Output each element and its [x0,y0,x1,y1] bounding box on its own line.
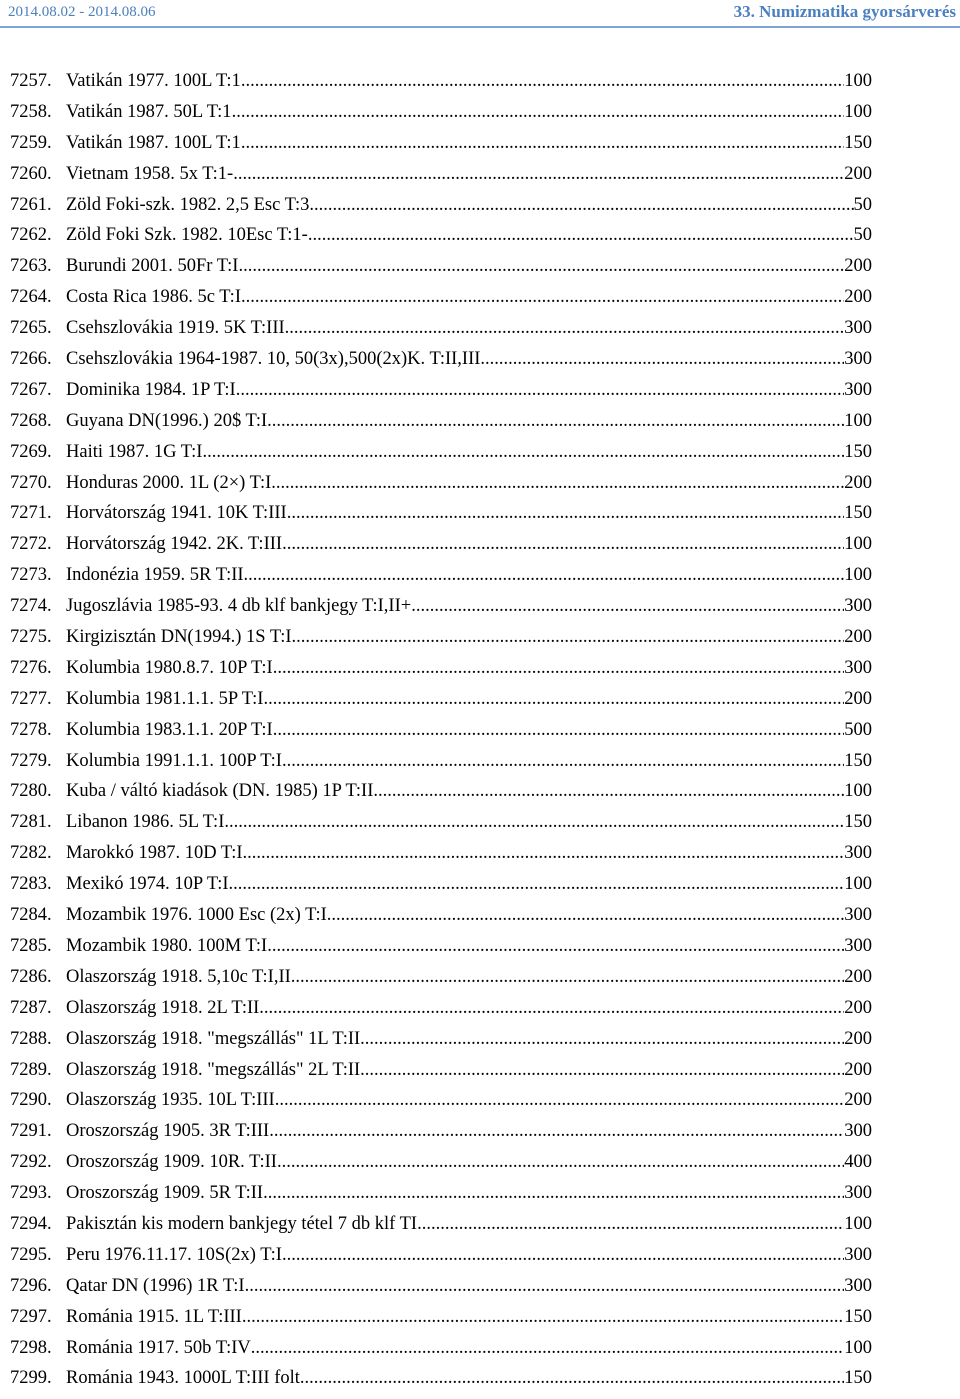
list-item [10,473,872,504]
lot-price: 400 [844,1152,872,1173]
list-item [10,411,872,442]
list-item [10,534,872,565]
lot-number: 7273. [10,565,52,586]
dot-leader [202,442,844,463]
lot-price: 150 [844,812,872,833]
dot-leader [417,1214,844,1235]
lot-price: 150 [844,503,872,524]
dot-leader [233,164,844,185]
dot-leader [263,689,844,710]
lot-number: 7297. [10,1306,52,1327]
lot-number: 7283. [10,874,52,895]
lot-price: 300 [844,379,872,400]
dot-leader [232,102,845,123]
header-divider [0,26,960,28]
dot-leader [244,565,845,586]
lot-price: 50 [853,194,872,215]
dot-leader [224,812,844,833]
lot-price: 100 [844,71,872,91]
dot-leader [282,1245,844,1266]
lot-description: Kuba / váltó kiadások (DN. 1985) 1P T:II [66,781,374,802]
lot-price: 200 [844,627,872,648]
lot-description: Románia 1917. 50b T:IV [66,1337,251,1358]
list-item [10,164,872,195]
lot-description: Kolumbia 1981.1.1. 5P T:I [66,688,264,709]
lot-number: 7280. [10,781,52,802]
lot-number: 7289. [10,1059,52,1080]
lot-description: Horvátország 1942. 2K. T:III [66,534,283,555]
lot-number: 7270. [10,472,52,493]
lot-description: Vatikán 1977. 100L T:1 [66,71,241,91]
lot-description: Mexikó 1974. 10P T:I [66,874,229,895]
list-item [10,812,872,843]
lot-price: 100 [844,1213,872,1234]
lot-number: 7258. [10,101,52,122]
list-item [10,1152,872,1183]
lot-price: 100 [844,781,872,802]
dot-leader [241,133,844,154]
dot-leader [300,1368,844,1389]
lot-price: 300 [844,1183,872,1204]
list-item [10,102,872,133]
lot-list [10,71,872,1399]
dot-leader [229,874,845,895]
list-item [10,936,872,967]
list-item [10,503,872,534]
lot-price: 200 [844,1059,872,1080]
lot-description: Haiti 1987. 1G T:I [66,441,203,462]
lot-description: Guyana DN(1996.) 20$ T:I [66,410,268,431]
lot-number: 7299. [10,1368,52,1389]
dot-leader [267,936,844,957]
list-item [10,1276,872,1307]
lot-number: 7290. [10,1090,52,1111]
lot-number: 7278. [10,719,52,740]
lot-number: 7279. [10,750,52,771]
list-item [10,1029,872,1060]
lot-price: 500 [844,719,872,740]
lot-description: Kirgizisztán DN(1994.) 1S T:I [66,627,292,648]
lot-number: 7293. [10,1183,52,1204]
dot-leader [245,1276,845,1297]
lot-number: 7292. [10,1152,52,1173]
lot-description: Oroszország 1909. 5R T:II [66,1183,264,1204]
lot-number: 7285. [10,935,52,956]
dot-leader [360,1029,844,1050]
lot-description: Libanon 1986. 5L T:I [66,812,225,833]
lot-number: 7272. [10,534,52,555]
list-item [10,318,872,349]
lot-price: 200 [844,472,872,493]
lot-price: 200 [844,287,872,308]
dot-leader [373,781,844,802]
lot-description: Jugoszlávia 1985-93. 4 db klf bankjegy T:I,II+ [66,596,412,617]
lot-number: 7267. [10,379,52,400]
lot-number: 7260. [10,163,52,184]
dot-leader [360,1060,844,1081]
list-item [10,287,872,318]
lot-number: 7271. [10,503,52,524]
lot-price: 300 [844,596,872,617]
dot-leader [282,534,844,555]
lot-description: Csehszlovákia 1964-1987. 10, 50(3x),500(2x)K. T:II,III [66,349,481,370]
lot-price: 150 [844,1368,872,1389]
lot-price: 300 [844,657,872,678]
list-item [10,1368,872,1399]
lot-price: 50 [853,225,872,246]
lot-number: 7257. [10,71,52,91]
lot-price: 200 [844,997,872,1018]
lot-description: Vatikán 1987. 50L T:1 [66,101,232,122]
list-item [10,720,872,751]
lot-description: Kolumbia 1983.1.1. 20P T:I [66,719,273,740]
lot-description: Olaszország 1918. "megszállás" 1L T:II [66,1028,361,1049]
lot-price: 300 [844,1121,872,1142]
list-item [10,225,872,256]
lot-price: 100 [844,410,872,431]
lot-price: 300 [844,905,872,926]
lot-price: 150 [844,132,872,153]
lot-price: 300 [844,1244,872,1265]
lot-number: 7269. [10,441,52,462]
lot-price: 200 [844,256,872,277]
list-item [10,689,872,720]
dot-leader [273,658,845,679]
lot-price: 300 [844,318,872,339]
lot-description: Costa Rica 1986. 5c T:I [66,287,241,308]
dot-leader [291,967,844,988]
list-item [10,967,872,998]
lot-number: 7274. [10,596,52,617]
dot-leader [243,843,845,864]
dot-leader [480,349,844,370]
lot-description: Vatikán 1987. 100L T:1 [66,132,241,153]
lot-description: Oroszország 1905. 3R T:III [66,1121,270,1142]
dot-leader [277,1152,844,1173]
lot-description: Olaszország 1918. 5,10c T:I,II [66,966,291,987]
lot-number: 7263. [10,256,52,277]
lot-description: Indonézia 1959. 5R T:II [66,565,244,586]
list-item [10,442,872,473]
lot-price: 300 [844,843,872,864]
list-item [10,658,872,689]
list-item [10,71,872,102]
lot-price: 300 [844,1275,872,1296]
dot-leader [273,720,845,741]
lot-price: 100 [844,1337,872,1358]
list-item [10,1338,872,1369]
dot-leader [327,905,844,926]
dot-leader [263,1183,844,1204]
lot-number: 7287. [10,997,52,1018]
dot-leader [271,473,844,494]
lot-description: Kolumbia 1991.1.1. 100P T:I [66,750,282,771]
lot-number: 7265. [10,318,52,339]
lot-price: 200 [844,163,872,184]
dot-leader [241,287,844,308]
list-item [10,195,872,226]
lot-number: 7288. [10,1028,52,1049]
lot-description: Peru 1976.11.17. 10S(2x) T:I [66,1244,282,1265]
list-item [10,565,872,596]
lot-description: Honduras 2000. 1L (2×) T:I [66,472,272,493]
lot-description: Mozambik 1980. 100M T:I [66,935,268,956]
dot-leader [282,751,844,772]
lot-description: Oroszország 1909. 10R. T:II [66,1152,277,1173]
lot-price: 150 [844,1306,872,1327]
dot-leader [292,627,845,648]
lot-description: Románia 1915. 1L T:III [66,1306,242,1327]
lot-description: Horvátország 1941. 10K T:III [66,503,287,524]
dot-leader [238,256,844,277]
page-title: 33. Numizmatika gyorsárverés [733,2,956,21]
lot-description: Csehszlovákia 1919. 5K T:III [66,318,285,339]
lot-price: 200 [844,1028,872,1049]
lot-description: Burundi 2001. 50Fr T:I [66,256,239,277]
lot-number: 7276. [10,657,52,678]
date-range: 2014.08.02 - 2014.08.06 [8,4,156,20]
lot-description: Zöld Foki Szk. 1982. 10Esc T:1- [66,225,308,246]
list-item [10,905,872,936]
lot-price: 300 [844,349,872,370]
lot-price: 200 [844,1090,872,1111]
lot-number: 7286. [10,966,52,987]
dot-leader [308,225,854,246]
lot-description: Olaszország 1935. 10L T:III [66,1090,275,1111]
dot-leader [285,318,845,339]
lot-description: Qatar DN (1996) 1R T:I [66,1275,245,1296]
lot-number: 7275. [10,627,52,648]
lot-description: Kolumbia 1980.8.7. 10P T:I [66,657,273,678]
lot-number: 7264. [10,287,52,308]
lot-description: Zöld Foki-szk. 1982. 2,5 Esc T:3 [66,194,310,215]
lot-description: Dominika 1984. 1P T:I [66,379,236,400]
lot-description: Marokkó 1987. 10D T:I [66,843,243,864]
list-item [10,874,872,905]
dot-leader [236,380,845,401]
list-item [10,1307,872,1338]
lot-price: 150 [844,441,872,462]
dot-leader [242,1307,844,1328]
list-item [10,781,872,812]
lot-number: 7268. [10,410,52,431]
lot-description: Vietnam 1958. 5x T:1- [66,163,234,184]
list-item [10,1121,872,1152]
lot-description: Olaszország 1918. 2L T:II [66,997,260,1018]
page-header [0,0,960,30]
list-item [10,133,872,164]
lot-number: 7291. [10,1121,52,1142]
lot-number: 7259. [10,132,52,153]
dot-leader [275,1090,845,1111]
lot-price: 100 [844,101,872,122]
dot-leader [309,195,853,216]
list-item [10,1060,872,1091]
dot-leader [287,503,845,524]
lot-price: 150 [844,750,872,771]
list-item [10,380,872,411]
lot-number: 7296. [10,1275,52,1296]
dot-leader [251,1338,845,1359]
lot-price: 100 [844,534,872,555]
dot-leader [411,596,844,617]
lot-number: 7261. [10,194,52,215]
lot-description: Olaszország 1918. "megszállás" 2L T:II [66,1059,361,1080]
dot-leader [259,998,844,1019]
lot-number: 7298. [10,1337,52,1358]
lot-number: 7281. [10,812,52,833]
list-item [10,1245,872,1276]
lot-number: 7277. [10,688,52,709]
dot-leader [267,411,844,432]
lot-price: 200 [844,688,872,709]
list-item [10,256,872,287]
lot-number: 7294. [10,1213,52,1234]
lot-number: 7262. [10,225,52,246]
list-item [10,349,872,380]
lot-number: 7266. [10,349,52,370]
list-item [10,1090,872,1121]
lot-price: 200 [844,966,872,987]
lot-description: Mozambik 1976. 1000 Esc (2x) T:I [66,905,327,926]
dot-leader [241,71,844,92]
lot-price: 100 [844,874,872,895]
list-item [10,1214,872,1245]
dot-leader [269,1121,844,1142]
lot-price: 100 [844,565,872,586]
list-item [10,998,872,1029]
list-item [10,627,872,658]
lot-description: Pakisztán kis modern bankjegy tétel 7 db klf TI [66,1213,418,1234]
list-item [10,596,872,627]
list-item [10,843,872,874]
list-item [10,1183,872,1214]
lot-number: 7295. [10,1244,52,1265]
lot-number: 7284. [10,905,52,926]
lot-description: Románia 1943. 1000L T:III folt [66,1368,300,1389]
list-item [10,751,872,782]
lot-number: 7282. [10,843,52,864]
lot-price: 300 [844,935,872,956]
